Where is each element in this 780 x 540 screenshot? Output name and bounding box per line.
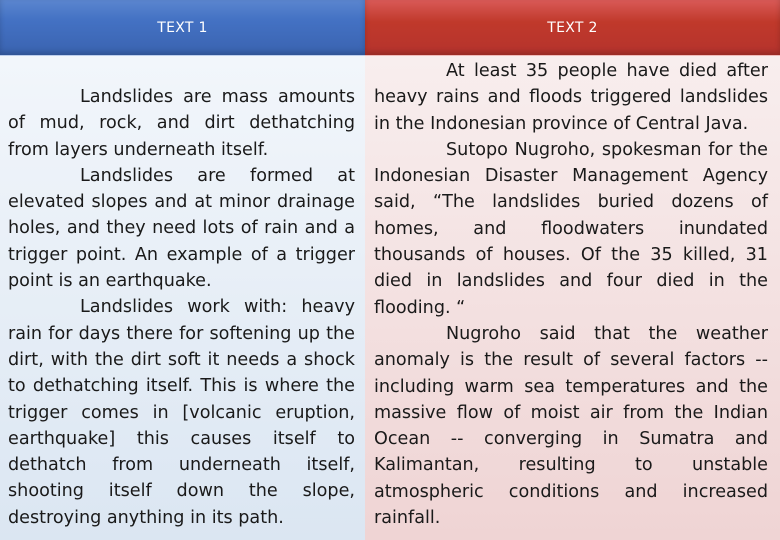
text1-paragraph: Landslides work with: heavy rain for days there for softening up the dirt, with the dirt soft it needs a shock to dethatching itself. This is where the trigger comes in [volcanic eruption, earthquake] this causes itself to dethatch from underneath itself, shooting itself down the slope, destroying anything in its path.	[8, 297, 355, 528]
text2-paragraph: Nugroho said that the weather anomaly is the result of several factors -- including warm sea temperatures and the massive flow of moist air from the Indian Ocean -- converging in Sumatra and Kalimantan, resulting to unstable atmospheric conditions and increased rainfall.	[374, 323, 768, 529]
text1-body	[0, 56, 365, 540]
text2-header-label: TEXT 2	[547, 19, 598, 36]
text1-paragraph: Landslides are mass amounts of mud, rock, and dirt dethatching from layers underneath itself.	[8, 87, 355, 160]
text1-header-label: TEXT 1	[157, 19, 208, 36]
text2-paragraph: Sutopo Nugroho, spokesman for the Indonesian Disaster Management Agency said, “The landslides buried dozens of homes, and floodwaters inundated thousands of houses. Of the 35 killed, 31 died in landslides and four died in the flooding. “	[374, 139, 768, 318]
text2-body	[365, 56, 780, 540]
text1-paragraph: Landslides are formed at elevated slopes and at minor drainage holes, and they need lots of rain and a trigger point. An example of a trigger point is an earthquake.	[8, 165, 355, 292]
text1-header	[0, 0, 365, 56]
text2-paragraph: At least 35 people have died after heavy rains and floods triggered landslides in the Indonesian province of Central Java.	[374, 61, 768, 134]
text2-header	[365, 0, 780, 56]
